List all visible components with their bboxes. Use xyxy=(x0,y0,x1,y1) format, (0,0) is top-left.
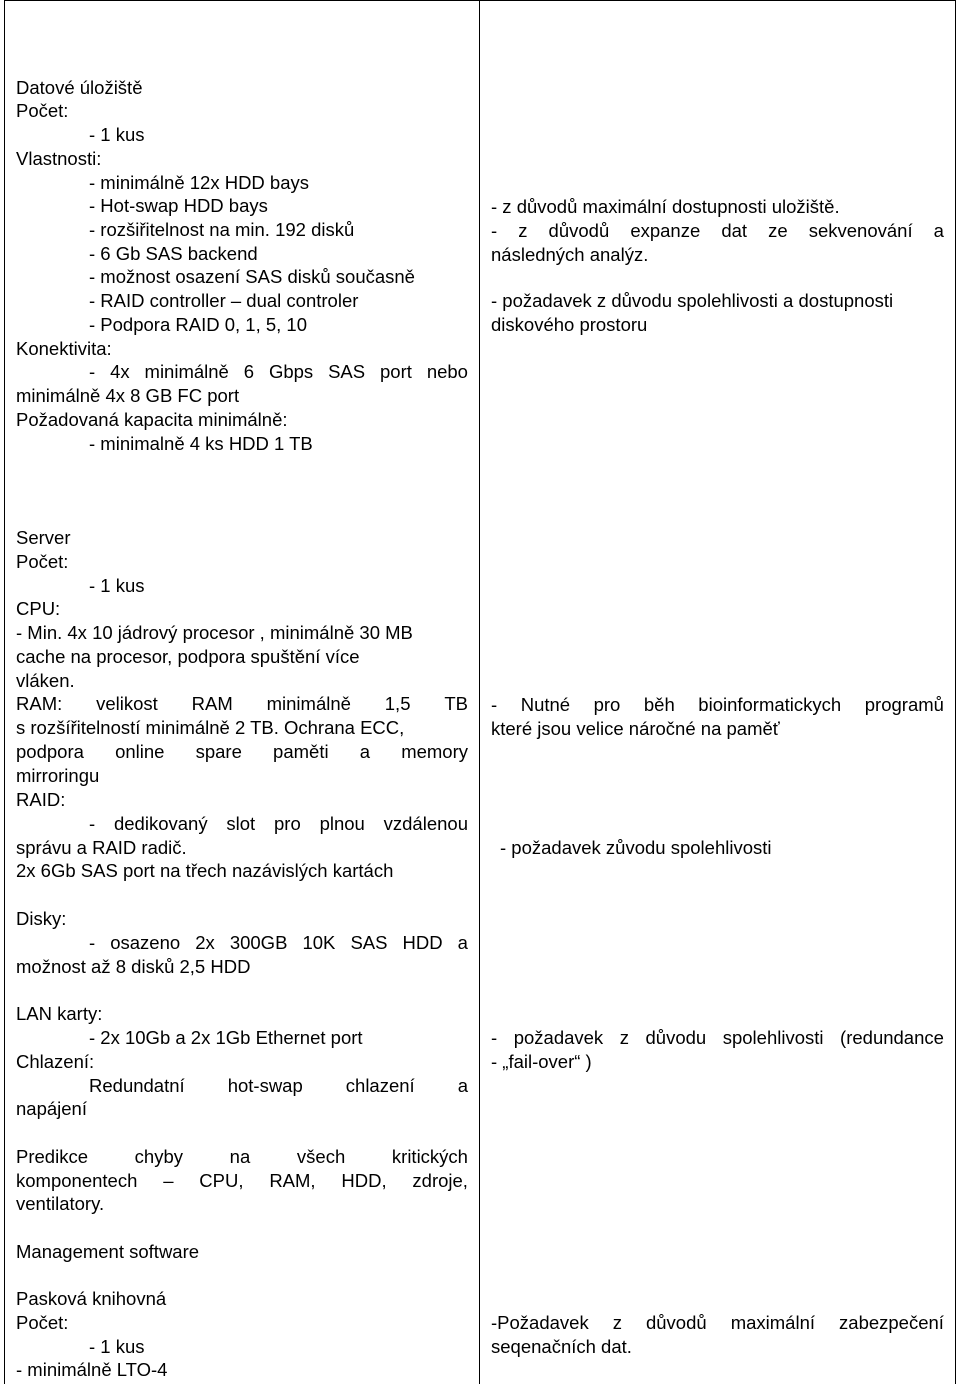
server-management-software: Management software xyxy=(16,1241,200,1262)
storage-heading: Datové úložiště xyxy=(16,77,143,98)
server-justification: - Nutné pro běh bioinformatickych programů xyxy=(491,694,944,715)
tape-count-value: - 1 kus xyxy=(89,1336,145,1357)
server-ram-line: s rozšířitelností minimálně 2 TB. Ochrana ECC, xyxy=(16,717,405,738)
server-disks-line: - osazeno 2x 300GB 10K SAS HDD a xyxy=(89,932,468,953)
storage-properties-label: Vlastnosti: xyxy=(16,148,102,169)
tape-count-label: Počet: xyxy=(16,1312,69,1333)
storage-connectivity-line: - 4x minimálně 6 Gbps SAS port nebo xyxy=(89,361,468,382)
tape-justification: seqenačních dat. xyxy=(491,1336,632,1357)
storage-justification: diskového prostoru xyxy=(491,314,648,335)
server-ram-line: mirroringu xyxy=(16,765,100,786)
server-cpu-line: vláken. xyxy=(16,670,75,691)
server-disks-line: možnost až 8 disků 2,5 HDD xyxy=(16,956,251,977)
storage-connectivity-label: Konektivita: xyxy=(16,338,112,359)
storage-capacity-value: - minimalně 4 ks HDD 1 TB xyxy=(89,433,313,454)
storage-property-item: - Podpora RAID 0, 1, 5, 10 xyxy=(89,314,308,335)
column-divider xyxy=(479,0,480,1384)
server-cooling-line: napájení xyxy=(16,1098,87,1119)
server-cpu-line: cache na procesor, podpora spuštění více xyxy=(16,646,360,667)
storage-justification: - z důvodů expanze dat ze sekvenování a xyxy=(491,220,944,241)
server-raid-line: správu a RAID radič. xyxy=(16,837,187,858)
storage-justification: - požadavek z důvodu spolehlivosti a dostupnosti xyxy=(491,290,894,311)
server-count-value: - 1 kus xyxy=(89,575,145,596)
storage-property-item: - 6 Gb SAS backend xyxy=(89,243,258,264)
storage-justification: následných analýz. xyxy=(491,244,649,265)
server-justification: - požadavek z důvodu spolehlivosti (redundance xyxy=(491,1027,944,1048)
storage-capacity-label: Požadovaná kapacita minimálně: xyxy=(16,409,288,430)
server-justification: - požadavek zůvodu spolehlivosti xyxy=(500,837,772,858)
server-cpu-line: - Min. 4x 10 jádrový procesor , minimálně 30 MB xyxy=(16,622,413,643)
server-cooling-label: Chlazení: xyxy=(16,1051,95,1072)
tape-justification: -Požadavek z důvodů maximální zabezpečení xyxy=(491,1312,944,1333)
server-lan-line: - 2x 10Gb a 2x 1Gb Ethernet port xyxy=(89,1027,363,1048)
server-cpu-label: CPU: xyxy=(16,598,61,619)
server-sas-line: 2x 6Gb SAS port na třech nazávislých kartách xyxy=(16,860,394,881)
server-cooling-line: Redundatní hot-swap chlazení a xyxy=(89,1075,468,1096)
server-lan-label: LAN karty: xyxy=(16,1003,103,1024)
storage-justification: - z důvodů maximální dostupnosti uložiště. xyxy=(491,196,840,217)
server-justification: které jsou velice náročné na paměť xyxy=(491,718,780,739)
server-prediction-line: komponentech – CPU, RAM, HDD, zdroje, xyxy=(16,1170,468,1191)
server-prediction-line: ventilatory. xyxy=(16,1193,105,1214)
tape-heading: Pasková knihovná xyxy=(16,1288,167,1309)
storage-count-label: Počet: xyxy=(16,100,69,121)
server-raid-label: RAID: xyxy=(16,789,66,810)
server-count-label: Počet: xyxy=(16,551,69,572)
storage-property-item: - možnost osazení SAS disků současně xyxy=(89,266,415,287)
server-justification: - „fail-over“ ) xyxy=(491,1051,592,1072)
server-heading: Server xyxy=(16,527,71,548)
storage-property-item: - minimálně 12x HDD bays xyxy=(89,172,310,193)
server-raid-line: - dedikovaný slot pro plnou vzdálenou xyxy=(89,813,468,834)
storage-property-item: - Hot-swap HDD bays xyxy=(89,195,268,216)
server-prediction-line: Predikce chyby na všech kritických xyxy=(16,1146,468,1167)
storage-property-item: - rozšiřitelnost na min. 192 disků xyxy=(89,219,355,240)
server-disks-label: Disky: xyxy=(16,908,67,929)
server-ram-line: RAM: velikost RAM minimálně 1,5 TB xyxy=(16,693,468,714)
storage-connectivity-line: minimálně 4x 8 GB FC port xyxy=(16,385,240,406)
tape-lto-line: - minimálně LTO-4 xyxy=(16,1359,168,1380)
storage-count-value: - 1 kus xyxy=(89,124,145,145)
storage-property-item: - RAID controller – dual controler xyxy=(89,290,359,311)
server-ram-line: podpora online spare paměti a memory xyxy=(16,741,468,762)
